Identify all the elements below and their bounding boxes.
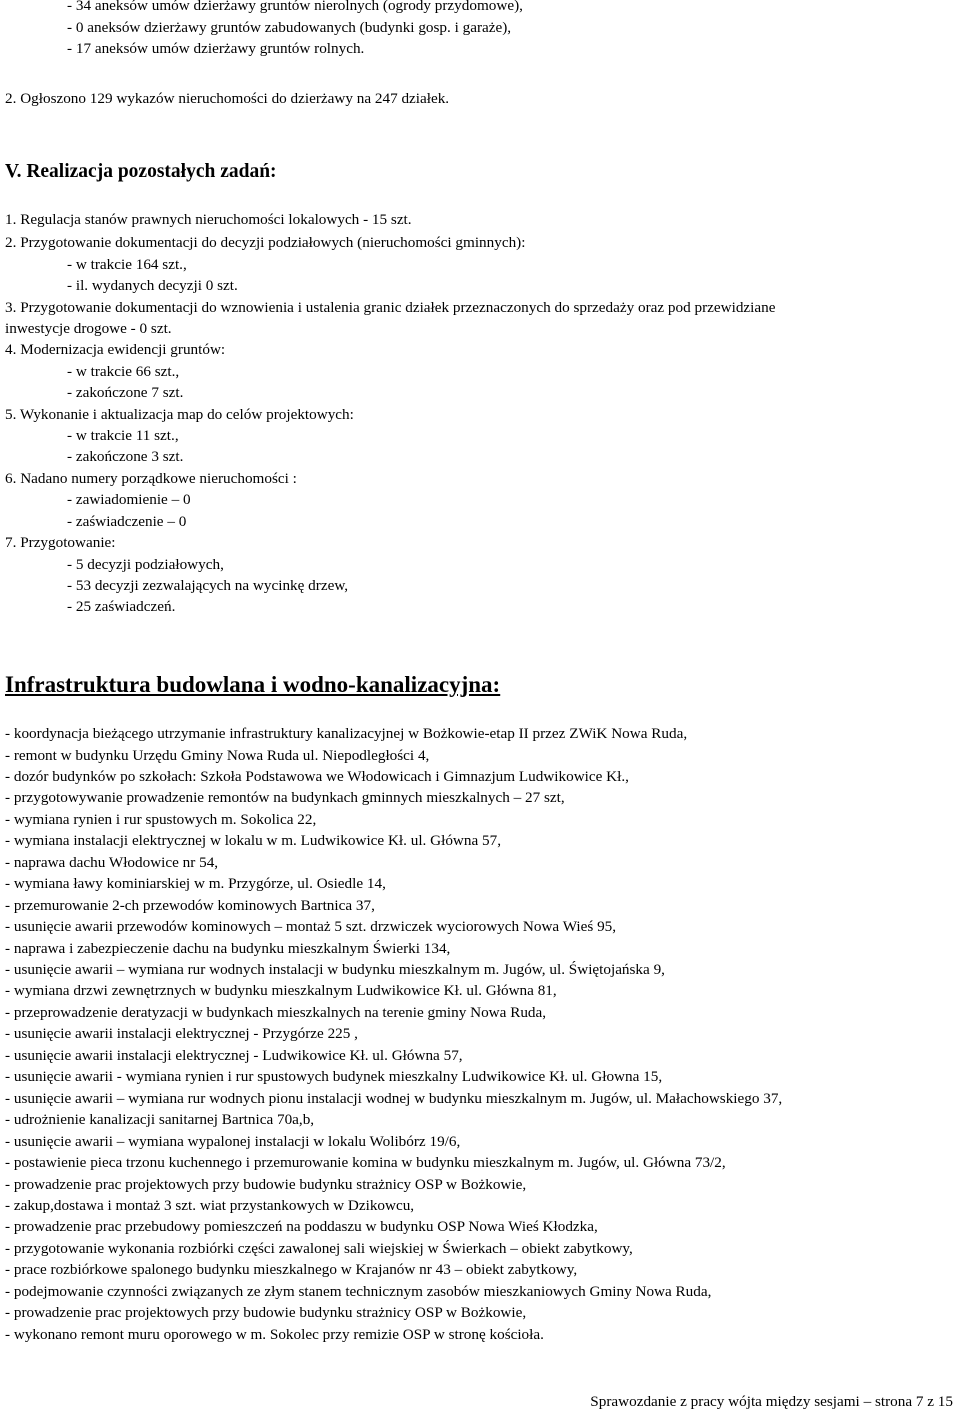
list-item: - koordynacja bieżącego utrzymanie infrastruktury kanalizacyjnej w Bożkowie-etap II przez ZWiK Nowa Ruda, <box>5 725 688 742</box>
list-item: - zawiadomienie – 0 <box>67 491 191 508</box>
list-item: - w trakcie 164 szt., <box>67 256 187 273</box>
list-item: - il. wydanych decyzji 0 szt. <box>67 277 238 294</box>
list-item: - zakup,dostawa i montaż 3 szt. wiat przystankowych w Dzikowcu, <box>5 1196 415 1214</box>
list-item: - usunięcie awarii instalacji elektrycznej - Przygórze 225 , <box>5 1025 358 1043</box>
list-item: - usunięcie awarii – wymiana wypalonej instalacji w lokalu Wolibórz 19/6, <box>5 1132 461 1150</box>
list-item: - prowadzenie prac projektowych przy budowie budynku strażnicy OSP w Bożkowie, <box>5 1175 527 1193</box>
paragraph: 4. Modernizacja ewidencji gruntów: <box>5 341 226 358</box>
list-item: - wykonano remont muru oporowego w m. Sokolec przy remizie OSP w stronę kościoła. <box>5 1325 544 1343</box>
list-item: - prowadzenie prac przebudowy pomieszczeń na poddaszu w budynku OSP Nowa Wieś Kłodzka, <box>5 1218 598 1236</box>
list-item: - dozór budynków po szkołach: Szkoła Podstawowa we Włodowicach i Gimnazjum Ludwikowice Kł., <box>5 767 629 785</box>
section-heading: V. Realizacja pozostałych zadań: <box>5 161 277 182</box>
list-item: - w trakcie 11 szt., <box>67 427 179 444</box>
paragraph: 3. Przygotowanie dokumentacji do wznowienia i ustalenia granic działek przeznaczonych do sprzedaży oraz pod przewidziane <box>5 299 776 316</box>
list-item: - 5 decyzji podziałowych, <box>67 556 224 573</box>
list-item: - w trakcie 66 szt., <box>67 363 180 380</box>
list-item: - remont w budynku Urzędu Gminy Nowa Ruda ul. Niepodległości 4, <box>5 746 430 764</box>
list-item: - wymiana rynien i rur spustowych m. Sokolica 22, <box>5 810 317 828</box>
list-item: - prace rozbiórkowe spalonego budynku mieszkalnego w Krajanów nr 43 – obiekt zabytkowy, <box>5 1261 578 1279</box>
list-item: - przygotowywanie prowadzenie remontów na budynkach gminnych mieszkalnych – 27 szt, <box>5 789 565 807</box>
list-item: - usunięcie awarii – wymiana rur wodnych instalacji w budynku mieszkalnym m. Jugów, ul. Świętojańska 9, <box>5 961 665 978</box>
paragraph-wykazy: 2. Ogłoszono 129 wykazów nieruchomości do dzierżawy na 247 działek. <box>5 90 450 107</box>
list-item: - wymiana drzwi zewnętrznych w budynku mieszkalnym Ludwikowice Kł. ul. Główna 81, <box>5 982 557 1000</box>
list-item: - udrożnienie kanalizacji sanitarnej Bartnica 70a,b, <box>5 1111 315 1129</box>
list-item: - przeprowadzenie deratyzacji w budynkach mieszkalnych na terenie gminy Nowa Ruda, <box>5 1003 547 1021</box>
list-item: - usunięcie awarii przewodów kominowych – montaż 5 szt. drzwiczek wyciorowych Nowa Wieś 95, <box>5 918 617 935</box>
paragraph: 6. Nadano numery porządkowe nieruchomości : <box>5 470 297 487</box>
list-item: - naprawa i zabezpieczenie dachu na budynku mieszkalnym Świerki 134, <box>5 939 451 957</box>
paragraph: 1. Regulacja stanów prawnych nieruchomości lokalowych - 15 szt. <box>5 211 412 228</box>
list-item: - 0 aneksów dzierżawy gruntów zabudowanych (budynki gosp. i garaże), <box>67 19 512 36</box>
paragraph: 7. Przygotowanie: <box>5 534 116 551</box>
list-item: - usunięcie awarii instalacji elektrycznej - Ludwikowice Kł. ul. Główna 57, <box>5 1046 463 1064</box>
paragraph: inwestycje drogowe - 0 szt. <box>5 320 172 337</box>
list-item: - 34 aneksów umów dzierżawy gruntów nierolnych (ogrody przydomowe), <box>67 0 523 14</box>
list-item: - usunięcie awarii - wymiana rynien i rur spustowych budynek mieszkalny Ludwikowice Kł. ul. Głowna 15, <box>5 1068 663 1086</box>
list-item: - 17 aneksów umów dzierżawy gruntów rolnych. <box>67 40 365 57</box>
list-item: - usunięcie awarii – wymiana rur wodnych pionu instalacji wodnej w budynku mieszkalnym m. Jugów, ul. Małachowskiego 37, <box>5 1089 783 1107</box>
list-item: - zaświadczenie – 0 <box>67 513 187 530</box>
list-item: - podejmowanie czynności związanych ze złym stanem technicznym zasobów mieszkaniowych Gminy Nowa Ruda, <box>5 1282 712 1300</box>
infrastructure-heading: Infrastruktura budowlana i wodno-kanalizacyjna: <box>5 672 501 697</box>
list-item: - przygotowanie wykonania rozbiórki części zawalonej sali wiejskiej w Świerkach – obiekt zabytkowy, <box>5 1239 633 1257</box>
list-item: - 53 decyzji zezwalających na wycinkę drzew, <box>67 577 349 594</box>
list-item: - wymiana ławy kominiarskiej w m. Przygórze, ul. Osiedle 14, <box>5 875 386 893</box>
list-item: - prowadzenie prac projektowych przy budowie budynku strażnicy OSP w Bożkowie, <box>5 1304 527 1322</box>
page-footer: Sprawozdanie z pracy wójta między sesjami – strona 7 z 15 <box>590 1393 953 1410</box>
list-item: - zakończone 7 szt. <box>67 384 184 401</box>
list-item: - postawienie pieca trzonu kuchennego i przemurowanie komina w budynku mieszkalnym m. Jugów, ul. Główna 73/2, <box>5 1154 726 1171</box>
list-item: - przemurowanie 2-ch przewodów kominowych Bartnica 37, <box>5 896 375 914</box>
list-item: - 25 zaświadczeń. <box>67 598 176 615</box>
paragraph: 2. Przygotowanie dokumentacji do decyzji podziałowych (nieruchomości gminnych): <box>5 234 526 251</box>
list-item: - zakończone 3 szt. <box>67 448 184 465</box>
list-item: - wymiana instalacji elektrycznej w lokalu w m. Ludwikowice Kł. ul. Główna 57, <box>5 832 501 850</box>
list-item: - naprawa dachu Włodowice nr 54, <box>5 853 219 871</box>
paragraph: 5. Wykonanie i aktualizacja map do celów projektowych: <box>5 406 354 423</box>
